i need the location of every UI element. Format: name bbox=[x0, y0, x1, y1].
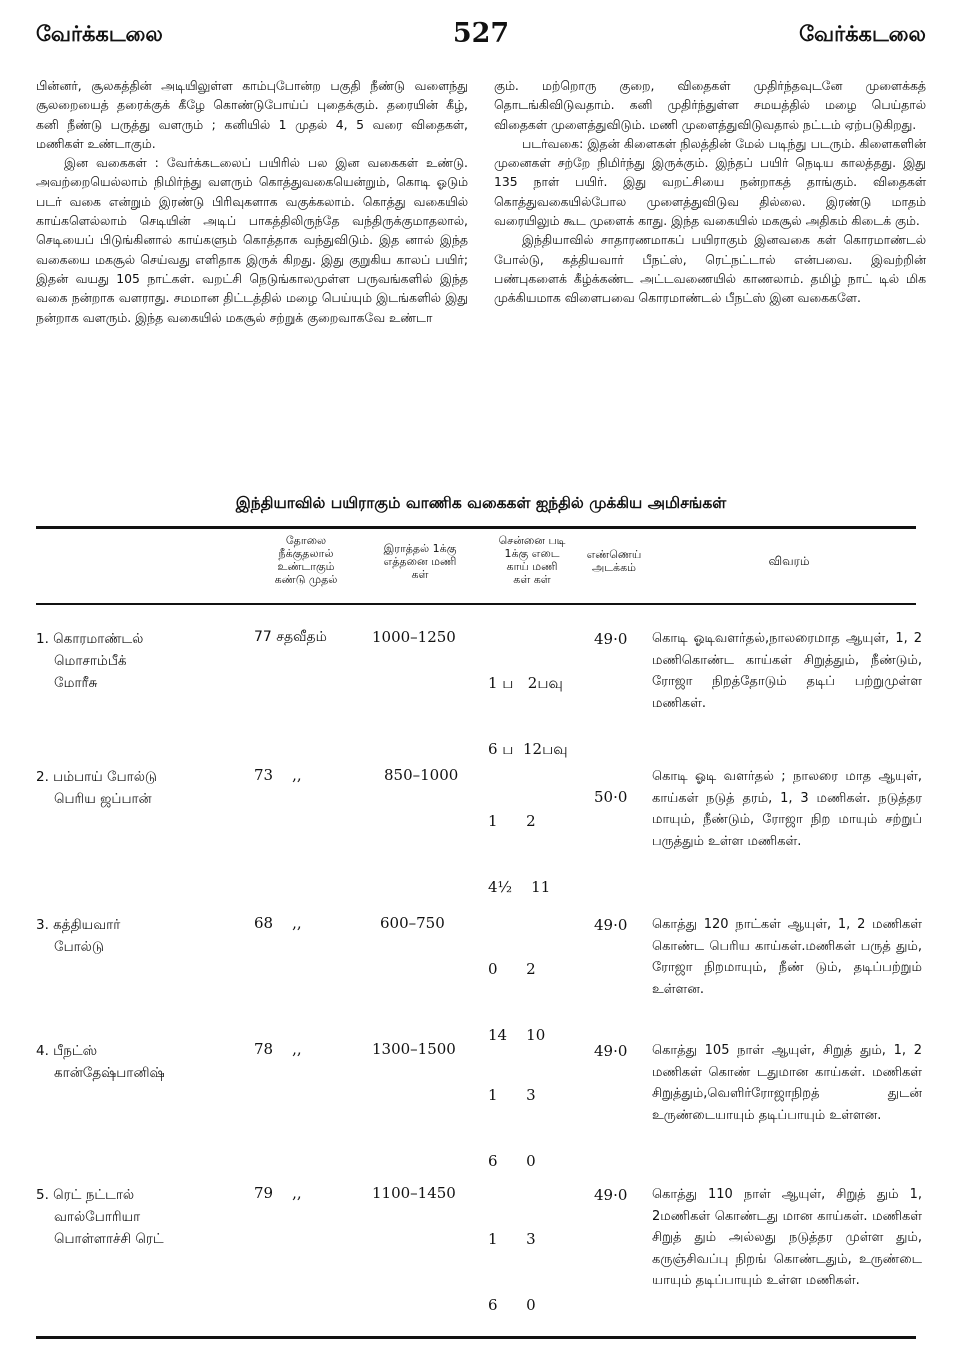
row-madras-line: 4½ 11 bbox=[488, 878, 551, 896]
header-line: கள் bbox=[411, 568, 429, 581]
row-madras bbox=[488, 1184, 536, 1360]
header-line: சென்னை படி bbox=[498, 534, 566, 547]
row-oil: 49·0 bbox=[594, 1042, 628, 1060]
row-shelling: 77 சதவீதம் bbox=[254, 629, 327, 645]
row-per-pound: 1300–1500 bbox=[372, 1040, 456, 1058]
table-row-name bbox=[36, 1040, 236, 1084]
table-top-rule bbox=[36, 526, 916, 529]
row-oil: 49·0 bbox=[594, 916, 628, 934]
row-madras-line: 1 3 bbox=[488, 1230, 536, 1248]
header-line: எத்தனை மணி bbox=[383, 555, 457, 568]
row-description: கொத்து 120 நாட்கள் ஆயுள், 1, 2 மணிகள் கொண்ட பெரிய காய்கள்.மணிகள் பருத் தும், ரோஜா நிறமாயும், நீண் டும், தடிப்பற்றும் உள்ளன. bbox=[652, 917, 922, 997]
header-line: நீக்குதலால் bbox=[278, 547, 334, 560]
row-description: கொத்து 105 நாள் ஆயுள், சிறுத் தும், 1, 2 மணிகள் கொண் டதுமான காய்கள். மணிகள் சிறுத்தும்,வெளிர்ரோஜாநிறத் துடன் உருண்டையாயும் தடிப்பாயும் உள்ளன. bbox=[652, 1043, 922, 1123]
page bbox=[36, 18, 926, 1348]
table-row-name bbox=[36, 766, 236, 810]
header-line: காய் மணி bbox=[506, 560, 558, 573]
header-line: இராத்தல் 1க்கு bbox=[383, 542, 457, 555]
header-line: 1க்கு எடை bbox=[504, 547, 560, 560]
row-description: கொடி ஓடிவளர்தல்,நாலரைமாத ஆயுள், 1, 2 மணிகொண்ட காய்கள் சிறுத்தும், நீண்டும், ரோஜா நிறத்தோடும் தடிப் பற்றுமுள்ள மணிகள். bbox=[652, 631, 922, 711]
row-per-pound: 1000–1250 bbox=[372, 628, 456, 646]
running-header bbox=[36, 18, 926, 58]
header-right-title: வேர்க்கடலை bbox=[799, 22, 926, 46]
row-oil: 49·0 bbox=[594, 630, 628, 648]
row-name-line: 4. பீநட்ஸ் bbox=[36, 1043, 98, 1059]
row-shelling: 79 ,, bbox=[254, 1184, 302, 1202]
table-row-name bbox=[36, 1184, 236, 1250]
table-bottom-rule bbox=[36, 1336, 916, 1339]
paragraph: படர்வகை: இதன் கிளைகள் நிலத்தின் மேல் படிந்து படரும். கிளைகளின் முனைகள் சற்றே நிமிர்ந்து இருக்கும். இந்தப் பயிர் நெடிய காலத்தது. இது 135 நாள் பயிர். இது வறட்சியை நன்றாகத் தாங்கும். விதைகள் கொத்துவகையில்போல முளைத்துவிடுவ தில்லை. இரண்டு மாதம் வரையிலும் கூட முளைக் காது. இந்த வகையில் மகசூல் அதிகம் கிடைக் கும். bbox=[494, 135, 926, 229]
table-title: இந்தியாவில் பயிராகும் வாணிக வகைகள் ஐந்தில் முக்கிய அமிசங்கள் bbox=[235, 494, 727, 512]
row-name-line: மொசாம்பீக் bbox=[54, 653, 127, 669]
paragraph: கும். மற்றொரு குறை, விதைகள் முதிர்ந்தவுடனே முளைக்கத் தொடங்கிவிடுவதாம். கனி முதிர்ந்துள்ள சமயத்தில் மழை பெய்தால் விதைகள் முளைத்துவிடும். மணி முளைத்துவிடுவதால் நட்டம் ஏற்படுகிறது. bbox=[494, 78, 926, 132]
row-shelling: 78 ,, bbox=[254, 1040, 302, 1058]
table-header-rule bbox=[36, 603, 916, 605]
row-name-line: 5. ரெட் நட்டால் bbox=[36, 1187, 135, 1203]
header-left-title: வேர்க்கடலை bbox=[36, 22, 163, 46]
row-oil: 50·0 bbox=[594, 788, 628, 806]
row-name-line: பொள்ளாச்சி ரெட் bbox=[54, 1231, 164, 1247]
header-line: தோலை bbox=[285, 534, 327, 547]
header-description: விவரம் bbox=[768, 554, 810, 568]
header-line: கண்டு முதல் bbox=[274, 573, 338, 586]
header-line: அடக்கம் bbox=[592, 561, 636, 574]
row-name-line: 3. கத்தியவார் bbox=[36, 917, 121, 933]
row-madras-line: 6 0 bbox=[488, 1296, 536, 1314]
row-name-line: 1. கொரமாண்டல் bbox=[36, 631, 144, 647]
row-madras-line: 1 2 bbox=[488, 812, 536, 830]
row-madras-line: 1 ப 2பவு bbox=[488, 674, 563, 692]
row-name-line: கான்தேஷ்பானிஷ் bbox=[54, 1065, 165, 1081]
row-shelling: 73 ,, bbox=[254, 766, 302, 784]
right-column bbox=[494, 76, 926, 308]
header-shelling bbox=[258, 534, 354, 586]
row-madras-line: 14 10 bbox=[488, 1026, 546, 1044]
row-oil: 49·0 bbox=[594, 1186, 628, 1204]
row-name-line: வால்போரியா bbox=[54, 1209, 141, 1225]
header-oil-content bbox=[581, 548, 647, 574]
row-name-line: பெரிய ஜப்பான் bbox=[54, 791, 152, 807]
row-name-line: மோரீசு bbox=[54, 675, 98, 691]
paragraph: இன வகைகள் : வேர்க்கடலைப் பயிரில் பல இன வகைகள் உண்டு. அவற்றையெல்லாம் நிமிர்ந்து வளரும் கொத்துவகையென்றும், கொடி ஓடும் படர் வகை என்றும் இரண்டு பிரிவுகளாக வகுக்கலாம். கொத்து வகையில் காய்களெல்லாம் செடியின் அடிப் பாகத்திலிருந்தே வந்திருக்குமாதலால், செடியைப் பிடுங்கினால் காய்களும் கொத்தாக வந்துவிடும். இத னால் இந்த வகையை மகசூல் செய்வது எளிதாக இருக் கிறது. இது குறுகிய காலப் பயிர்; இதன் வயது 105 நாட்கள். வறட்சி நெடுங்காலமுள்ள பருவங்களில் இந்த வகை நன்றாக வளராது. சமமான திட்டத்தில் மழை பெய்யும் இடங்களில் இது நன்றாக வளரும். இந்த வகையில் மகசூல் சற்றுக் குறைவாகவே உண்டா bbox=[36, 155, 468, 325]
header-per-pound bbox=[361, 542, 479, 581]
row-per-pound: 1100–1450 bbox=[372, 1184, 456, 1202]
table-row-name bbox=[36, 914, 236, 958]
paragraph: இந்தியாவில் சாதாரணமாகப் பயிராகும் இனவகை கள் கொரமாண்டல் போல்டு, கத்தியவார் பீநட்ஸ், ரெட்நட்டால் என்பவை. இவற்றின் பண்புகளைக் கீழ்க்கண்ட அட்டவணையில் காணலாம். தமிழ் நாட் டில் மிக முக்கியமாக விளைபவை கொரமாண்டல் பீநட்ஸ் இன வகைகளே. bbox=[494, 232, 926, 306]
row-per-pound: 850–1000 bbox=[384, 766, 459, 784]
row-name-line: போல்டு bbox=[54, 939, 104, 955]
row-madras-line: 6 ப 12பவு bbox=[488, 740, 568, 758]
page-number: 527 bbox=[452, 18, 510, 49]
row-shelling: 68 ,, bbox=[254, 914, 302, 932]
header-line: எண்ணெய் bbox=[586, 548, 642, 561]
row-name-line: 2. பம்பாய் போல்டு bbox=[36, 769, 157, 785]
row-description: கொடி ஓடி வளர்தல் ; நாலரை மாத ஆயுள், காய்கள் நடுத் தரம், 1, 3 மணிகள். நடுத்தர மாயும், நீண்டும், ரோஜா நிற மாயும் சற்றுப் பருத்தும் உள்ள மணிகள். bbox=[652, 769, 922, 849]
row-madras-line: 1 3 bbox=[488, 1086, 536, 1104]
header-line: உண்டாகும் bbox=[277, 560, 335, 573]
row-per-pound: 600–750 bbox=[380, 914, 445, 932]
table-row-name bbox=[36, 628, 236, 694]
header-line: கள் கள் bbox=[513, 573, 551, 586]
row-description: கொத்து 110 நாள் ஆயுள், சிறுத் தும் 1, 2மணிகள் கொண்டது மான காய்கள். மணிகள் சிறுத் தும் அல்லது நடுத்தர முள்ள தும், கருஞ்சிவப்பு நிறங் கொண்டதும், உருண்டை யாயும் தடிப்பாயும் உள்ள மணிகள். bbox=[652, 1187, 922, 1288]
paragraph: பின்னர், சூலகத்தின் அடியிலுள்ள காம்புபோன்ற பகுதி நீண்டு வளைந்து சூலறையைத் தரைக்குக் கீழே கொண்டுபோய்ப் புதைக்கும். தரையின் கீழ், கனி நீண்டு பருத்து வளரும் ; கனியில் 1 முதல் 4, 5 வரை விதைகள், மணிகள் உண்டாகும். bbox=[36, 78, 468, 151]
body-text bbox=[36, 76, 926, 471]
left-column bbox=[36, 76, 468, 327]
header-madras-measure bbox=[484, 534, 580, 586]
row-madras-line: 6 0 bbox=[488, 1152, 536, 1170]
row-madras-line: 0 2 bbox=[488, 960, 536, 978]
